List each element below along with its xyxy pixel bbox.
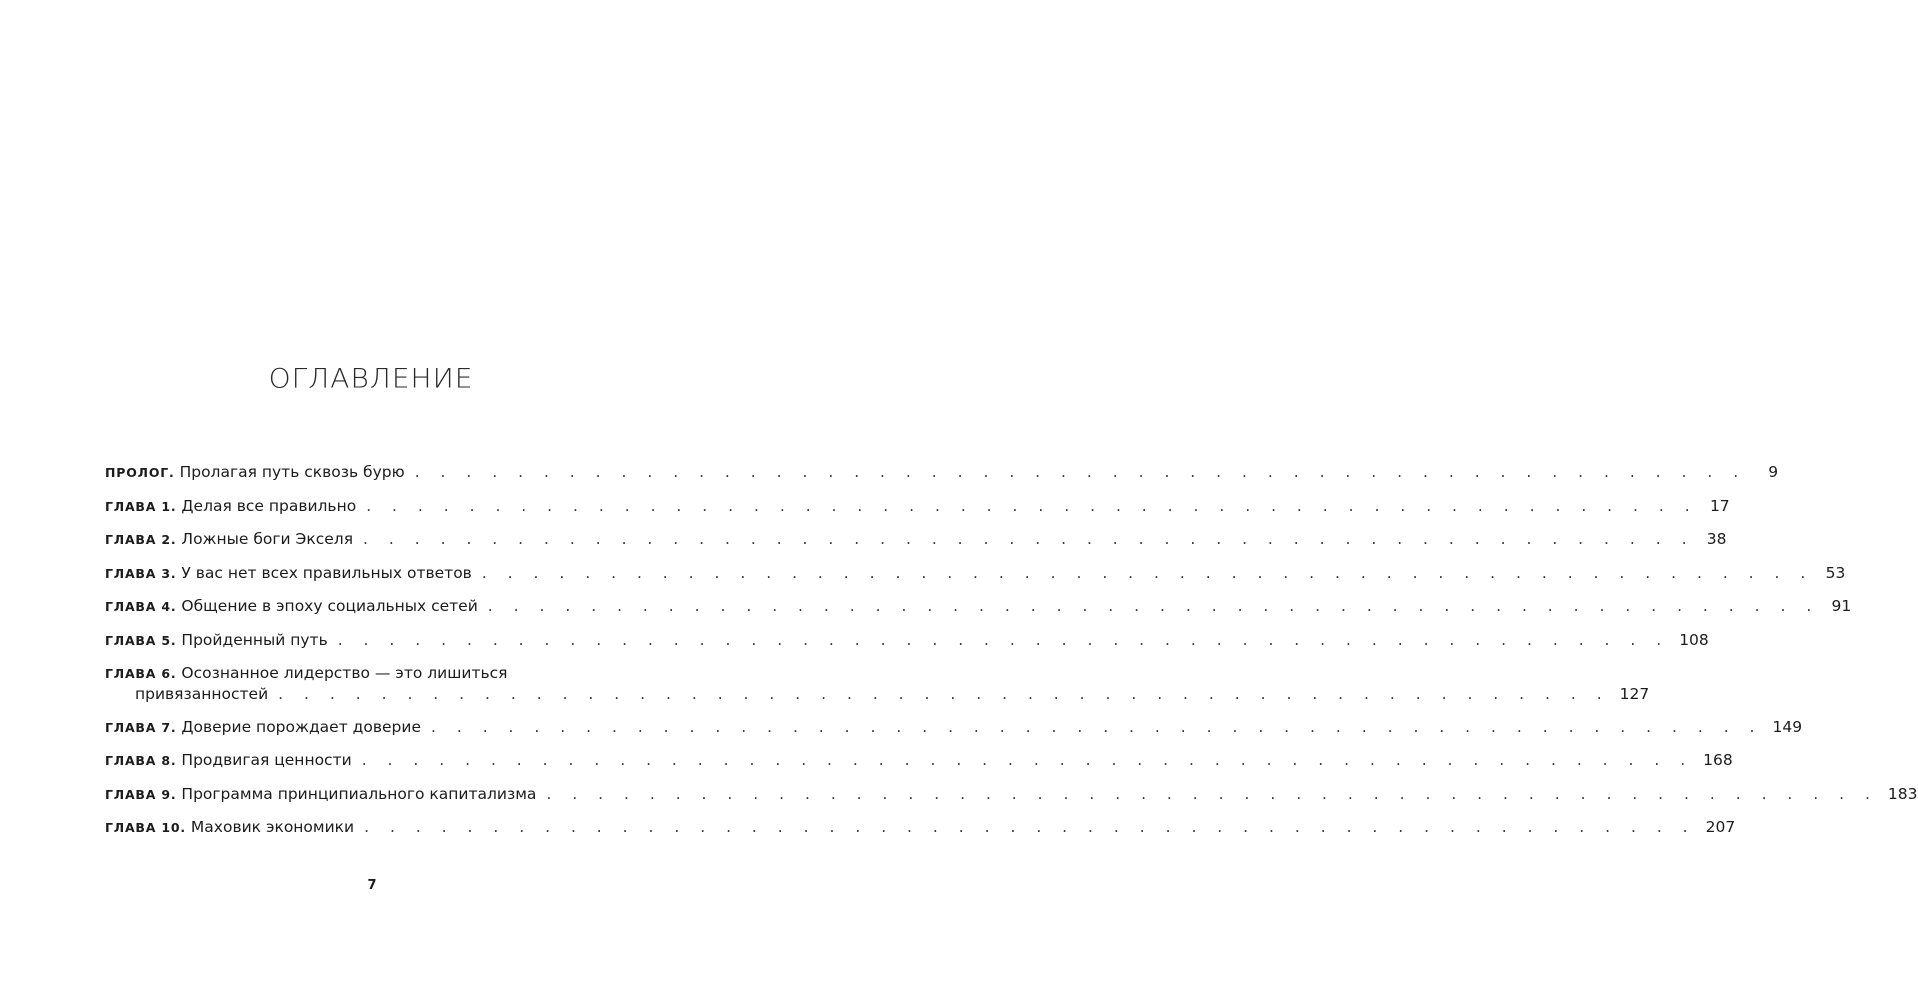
toc-label: ГЛАВА 10. xyxy=(105,820,186,835)
toc-label: ГЛАВА 8. xyxy=(105,753,177,768)
toc-title: Пройденный путь xyxy=(181,630,328,649)
toc-page-number: 168 xyxy=(1703,751,1733,769)
toc-page-number: 127 xyxy=(1619,685,1650,703)
toc-title: Продвигая ценности xyxy=(181,751,352,769)
toc-entry-chapter-6[interactable] xyxy=(105,663,1650,704)
toc-label: ПРОЛОГ. xyxy=(105,465,175,480)
toc-entry-chapter-7[interactable] xyxy=(105,717,1803,738)
toc-entry-chapter-2[interactable] xyxy=(105,529,1727,550)
dot-leader: . . . . . . . . . . . . . . . . . . . . . . . . . . . . . . . . . . . . . . . . . . . . . . . . . . . . xyxy=(431,717,1763,736)
toc-title: Доверие порождает доверие xyxy=(181,717,421,736)
toc-entry-prologue[interactable] xyxy=(105,462,1779,483)
dot-leader: . . . . . . . . . . . . . . . . . . . . . . . . . . . . . . . . . . . . . . . . . . . . . . . . . . . . xyxy=(337,630,1670,649)
toc-entry-chapter-4[interactable] xyxy=(105,596,1852,617)
dot-leader: . . . . . . . . . . . . . . . . . . . . . . . . . . . . . . . . . . . . . . . . . . . . . . . . . . . . xyxy=(414,463,1747,481)
toc-label: ГЛАВА 3. xyxy=(105,565,177,581)
toc-title: Программа принципиального капитализма xyxy=(181,784,537,803)
toc-label: ГЛАВА 4. xyxy=(105,599,177,614)
page-footer-number: 7 xyxy=(367,878,377,893)
toc-entry-chapter-3[interactable] xyxy=(105,563,1846,584)
toc-title: Пролагая путь сквозь бурю xyxy=(179,463,405,481)
toc-page-number: 149 xyxy=(1772,717,1803,736)
dot-leader: . . . . . . . . . . . . . . . . . . . . . . . . . . . . . . . . . . . . . . . . . . . . . . . . . . . . xyxy=(361,751,1694,769)
dot-leader: . . . . . . . . . . . . . . . . . . . . . . . . . . . . . . . . . . . . . . . . . . . . . . . . . . . . xyxy=(363,530,1695,548)
toc-label: ГЛАВА 2. xyxy=(105,532,177,547)
toc-entry-chapter-1[interactable] xyxy=(105,496,1730,517)
dot-leader: . . . . . . . . . . . . . . . . . . . . . . . . . . . . . . . . . . . . . . . . . . . . . . . . . . . . xyxy=(546,784,1878,803)
toc-page-number: 38 xyxy=(1706,530,1727,548)
toc-title: Общение в эпоху социальных сетей xyxy=(181,597,478,615)
toc-title: У вас нет всех правильных ответов xyxy=(181,563,472,582)
toc-page-number: 53 xyxy=(1825,563,1846,582)
toc-page-number: 108 xyxy=(1679,630,1709,649)
toc-entry-chapter-5[interactable] xyxy=(105,630,1709,651)
toc-page-number: 207 xyxy=(1705,818,1736,836)
toc-page-number: 91 xyxy=(1831,597,1852,615)
toc-page-number: 183 xyxy=(1887,784,1918,803)
toc-label: ГЛАВА 7. xyxy=(105,719,177,735)
toc-entry-chapter-10[interactable] xyxy=(105,817,1736,838)
dot-leader: . . . . . . . . . . . . . . . . . . . . . . . . . . . . . . . . . . . . . . . . . . . . . . . . . . . . xyxy=(481,563,1814,582)
toc-label: ГЛАВА 6. xyxy=(105,666,177,681)
toc-label: ГЛАВА 9. xyxy=(105,786,177,802)
toc-page-number: 17 xyxy=(1709,496,1730,515)
toc-label: ГЛАВА 5. xyxy=(105,632,177,648)
toc-page-number: 9 xyxy=(1768,463,1779,481)
table-of-contents xyxy=(105,462,1918,851)
toc-entry-chapter-9[interactable] xyxy=(105,784,1918,805)
toc-entry-chapter-8[interactable] xyxy=(105,750,1733,771)
dot-leader: . . . . . . . . . . . . . . . . . . . . . . . . . . . . . . . . . . . . . . . . . . . . . . . . . . . . xyxy=(364,818,1696,836)
dot-leader: . . . . . . . . . . . . . . . . . . . . . . . . . . . . . . . . . . . . . . . . . . . . . . . . . . . . xyxy=(487,597,1820,615)
toc-title: Осознанное лидерство — это лишиться xyxy=(181,664,508,682)
dot-leader: . . . . . . . . . . . . . . . . . . . . . . . . . . . . . . . . . . . . . . . . . . . . . . . . . . . . xyxy=(366,496,1698,515)
dot-leader: . . . . . . . . . . . . . . . . . . . . . . . . . . . . . . . . . . . . . . . . . . . . . . . . . . . . xyxy=(278,685,1610,703)
page-title: ОГЛАВЛЕНИЕ xyxy=(268,362,474,395)
toc-title: Ложные боги Экселя xyxy=(181,530,354,548)
toc-title: Делая все правильно xyxy=(181,496,357,515)
toc-title-continuation: привязанностей xyxy=(135,685,269,703)
toc-title: Маховик экономики xyxy=(190,818,355,836)
toc-label: ГЛАВА 1. xyxy=(105,498,177,514)
